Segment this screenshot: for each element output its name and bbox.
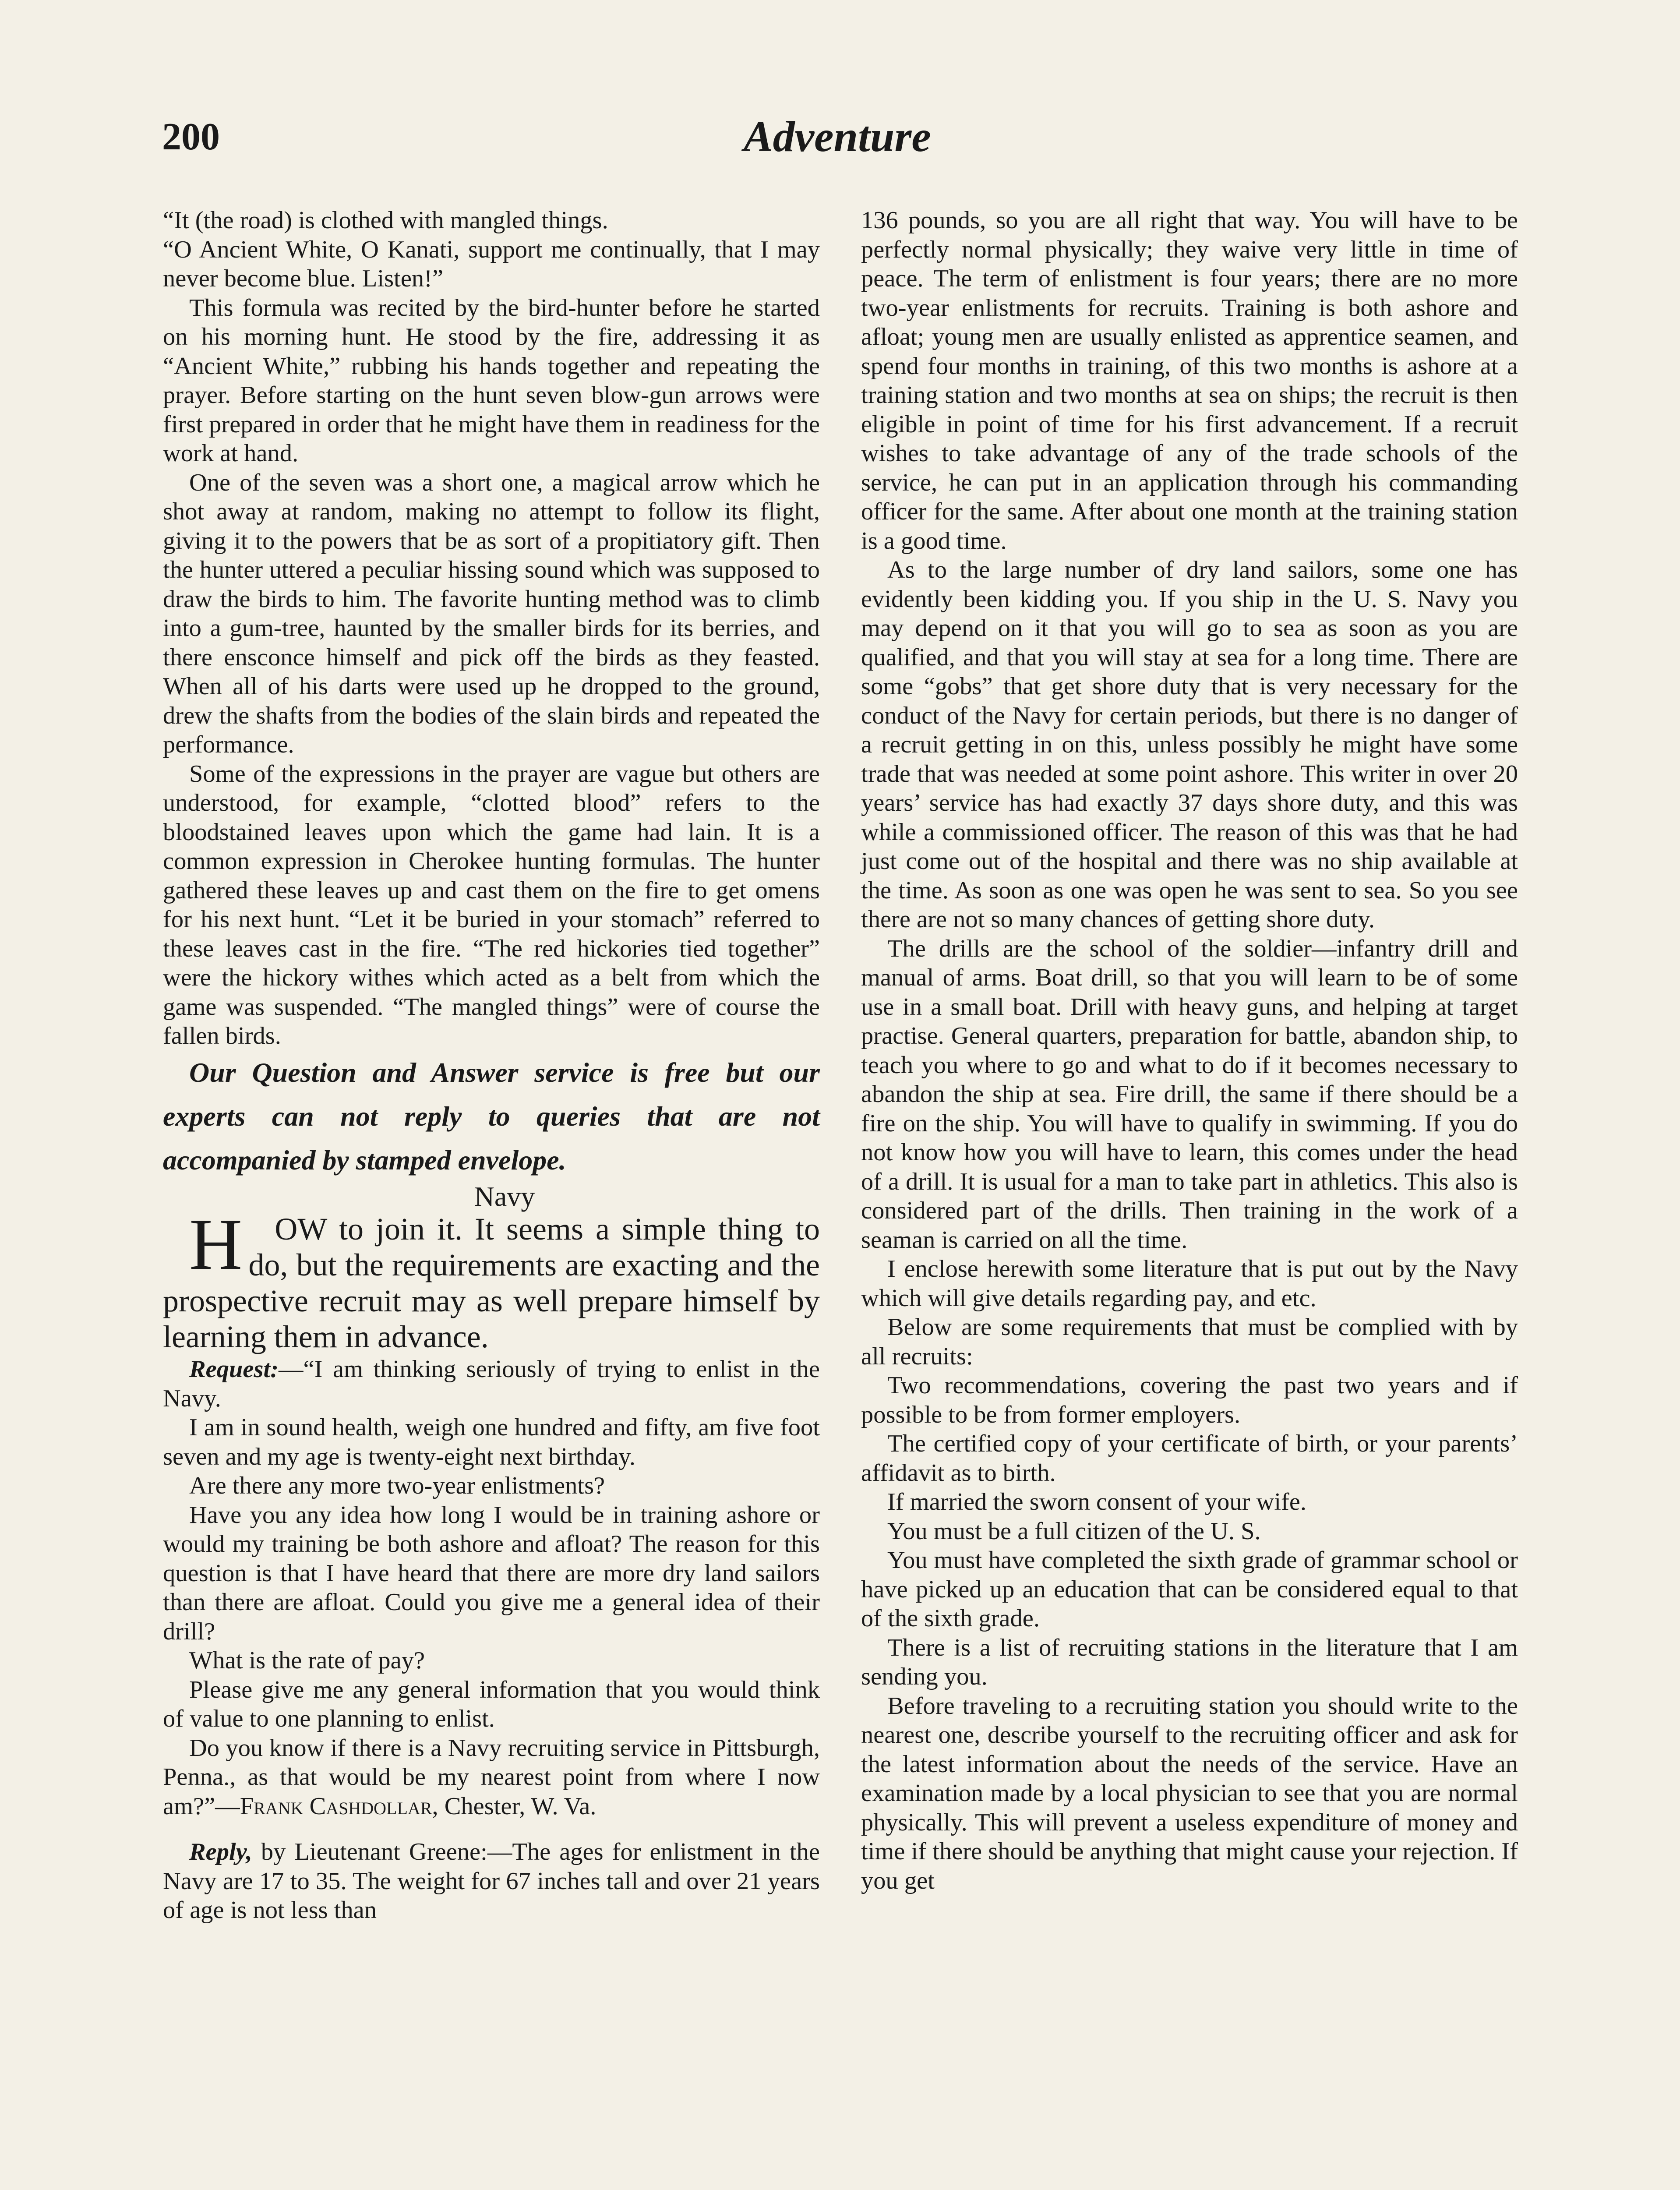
reply-paragraph — [163, 1837, 820, 1925]
paragraph: You must have completed the sixth grade of grammar school or have picked up an education that can be considered equal to that of the sixth grade. — [861, 1547, 1518, 1632]
paragraph: The drills are the school of the soldier—infantry drill and manual of arms. Boat drill, so that you will learn to be of some use in a small boat. Drill with heavy guns, and helping at target practise. General quarters, preparation for battle, abandon ship, to teach you where to go and what to do if it becomes necessary to abandon the ship at sea. Fire drill, the same if there should be a fire on the ship. You will have to qualify in swimming. If you do not know how you will have to learn, this comes under the head of a drill. It is usual for a man to take part in athletics. This also is considered part of the drills. Then training in the work of a seaman is carried on all the time. — [861, 935, 1518, 1254]
drop-cap: H — [189, 1204, 243, 1285]
signature-place: , Chester, W. Va. — [432, 1792, 596, 1820]
paragraph: Have you any idea how long I would be in training ashore or would my training be both ashore and afloat? The reason for this question is that I have heard that there are more dry land sailors than there are afloat. Could you give me a general idea of their drill? — [163, 1501, 820, 1645]
paragraph: This formula was recited by the bird-hunter before he started on his morning hunt. He stood by the fire, addressing it as “Ancient White,” rubbing his hands together and repeating the prayer. Before starting on the hunt seven blow-gun arrows were first prepared in order that he might have them in readiness for the work at hand. — [163, 294, 820, 467]
request-label: Request: — [189, 1356, 279, 1383]
request-closing-text: Do you know if there is a Navy recruiting service in Pittsburgh, Penna., as that would be my nearest point from where I now am?”— — [163, 1734, 820, 1820]
right-column — [861, 206, 1518, 1895]
paragraph: 136 pounds, so you are all right that way. You will have to be perfectly normal physically; they waive very little in time of peace. The term of enlistment is four years; there are no more two-year enlistments for recruits. Training is both ashore and afloat; young men are usually enlisted as apprentice seamen, and spend four months in training, of this two months is ashore at a training station and two months at sea on ships; the recruit is then eligible in point of time for his first advancement. If a recruit wishes to take advantage of any of the trade schools of the service, he can put in an application through his commanding officer for the same. After about one month at the training station is a good time. — [861, 207, 1518, 555]
request-closing — [163, 1734, 820, 1821]
paragraph: Are there any more two-year enlistments? — [189, 1472, 605, 1499]
lead-paragraph — [163, 1204, 820, 1355]
paragraph: You must be a full citizen of the U. S. — [887, 1517, 1261, 1545]
lead-text: OW to join it. It seems a simple thing to do, but the requirements are exacting and the prospective recruit may as well prepare himself by learning them in advance. — [163, 1212, 820, 1354]
paragraph: Please give me any general information that you would think of value to one planning to enlist. — [163, 1676, 820, 1732]
paragraph: “It (the road) is clothed with mangled things. — [163, 207, 608, 234]
paragraph: The certified copy of your certificate of birth, or your parents’ affidavit as to birth. — [861, 1430, 1518, 1487]
request-paragraph — [163, 1355, 820, 1413]
request-text: —“I am thinking seriously of trying to enlist in the Navy. — [163, 1356, 820, 1412]
reply-text: by Lieutenant Greene:—The ages for enlistment in the Navy are 17 to 35. The weight for 67 inches tall and over 21 years of age is not less than — [163, 1838, 820, 1924]
paragraph: “O Ancient White, O Kanati, support me continually, that I may never become blue. Listen!” — [163, 236, 820, 292]
paragraph: Below are some requirements that must be complied with by all recruits: — [861, 1314, 1518, 1370]
section-title: Navy — [474, 1180, 535, 1212]
signature-name: Frank Cashdollar — [240, 1792, 432, 1820]
reply-label: Reply, — [189, 1838, 252, 1865]
paragraph: I enclose herewith some literature that is put out by the Navy which will give details regarding pay, and etc. — [861, 1255, 1518, 1312]
paragraph: Some of the expressions in the prayer are vague but others are understood, for example, “clotted blood” refers to the bloodstained leaves upon which the game had lain. It is a common expression in Cherokee hunting formulas. The hunter gathered these leaves up and cast them on the fire to get omens for his next hunt. “Let it be buried in your stomach” referred to these leaves cast in the fire. “The red hickories tied together” were the hickory withes which acted as a belt from which the game was suspended. “The mangled things” were of course the fallen birds. — [163, 760, 820, 1049]
paragraph: Before traveling to a recruiting station you should write to the nearest one, describe yourself to the recruiting officer and ask for the latest information about the needs of the service. Have an examination made by a local physician to see that you are normal physically. This will prevent a useless expenditure of money and time if there should be anything that might cause your rejection. If you get — [861, 1692, 1518, 1894]
paragraph: What is the rate of pay? — [189, 1647, 425, 1674]
paragraph: If married the sworn consent of your wife. — [887, 1488, 1307, 1515]
page-header — [162, 112, 1524, 172]
service-notice: Our Question and Answer service is free but our experts can not reply to queries that are not accompanied by stamped envelope. — [163, 1056, 820, 1176]
page-number: 200 — [162, 116, 220, 158]
paragraph: One of the seven was a short one, a magical arrow which he shot away at random, making no attempt to follow its flight, giving it to the powers that be as sort of a propitiatory gift. Then the hunter uttered a peculiar hissing sound which was supposed to draw the birds to him. The favorite hunting method was to climb into a gum-tree, haunted by the smaller birds for its berries, and there ensconce himself and pick off the birds as they feasted. When all of his darts were used up he dropped to the ground, drew the shafts from the bodies of the slain birds and repeated the performance. — [163, 469, 820, 758]
left-column — [163, 206, 820, 1925]
paragraph: I am in sound health, weigh one hundred and fifty, am five foot seven and my age is twenty-eight next birthday. — [163, 1414, 820, 1470]
paragraph: As to the large number of dry land sailors, some one has evidently been kidding you. If you ship in the U. S. Navy you may depend on it that you will go to sea as soon as you are qualified, and that you will stay at sea for a long time. There are some “gobs” that get shore duty that is very necessary for the conduct of the Navy for certain periods, but there is no danger of a recruit getting in on this, unless possibly he might have some trade that was needed at some point ashore. This writer in over 20 years’ service has had exactly 37 days shore duty, and this was while a commissioned officer. The reason of this was that he had just come out of the hospital and there was no ship available at the time. As soon as one was open he was sent to sea. So you see there are not so many chances of getting shore duty. — [861, 556, 1518, 933]
paragraph: Two recommendations, covering the past two years and if possible to be from former employers. — [861, 1372, 1518, 1428]
paragraph: There is a list of recruiting stations in the literature that I am sending you. — [861, 1634, 1518, 1690]
magazine-title: Adventure — [744, 112, 931, 161]
